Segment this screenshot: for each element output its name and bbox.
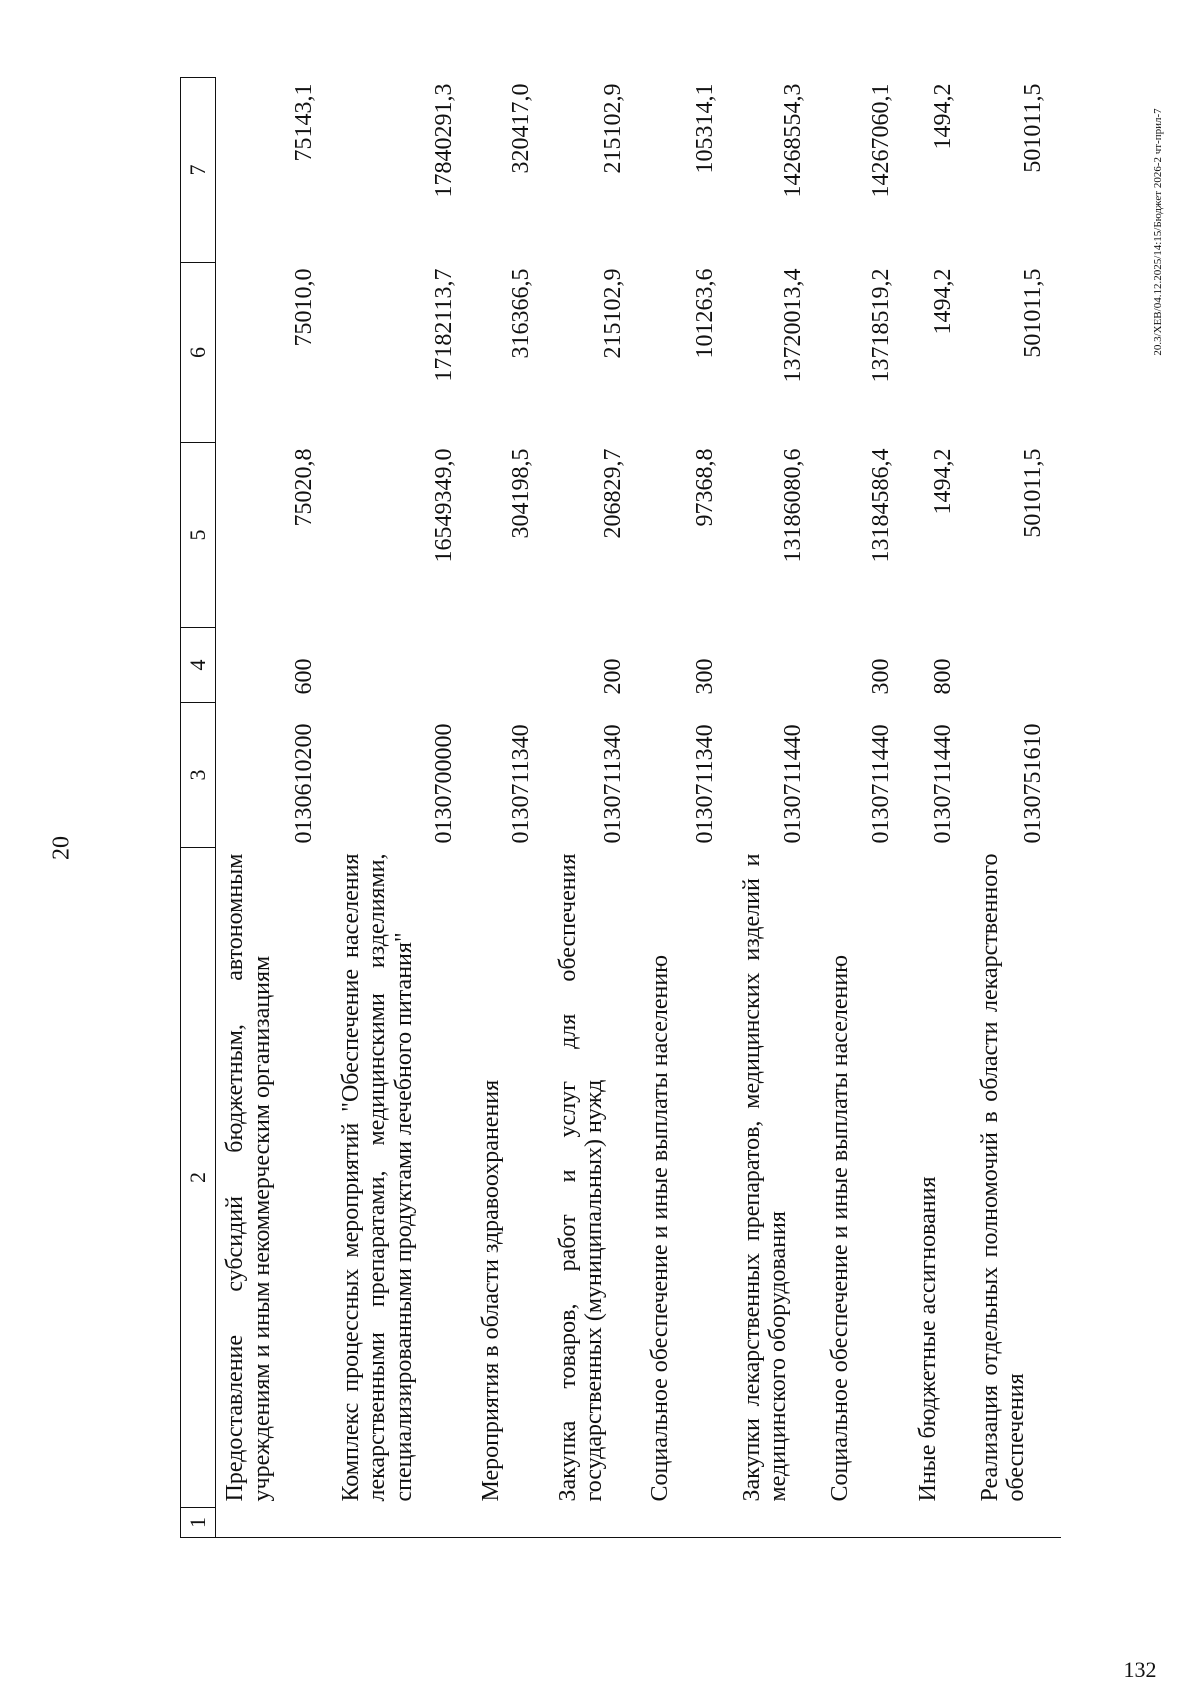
row-code: 0130751610: [1019, 723, 1046, 844]
row-value-6: 1494,2: [929, 268, 956, 335]
row-value-5: 13184586,4: [867, 448, 894, 563]
column-header-7: 7: [181, 78, 216, 263]
row-index-cell: [909, 1508, 971, 1538]
row-value-5: 13186080,6: [779, 448, 806, 563]
row-name: Предоставление субсидий бюджетным, автономным учреждениям и иным некоммерческим организациям: [222, 853, 275, 1502]
row-value-5: 16549349,0: [430, 448, 457, 563]
row-index-cell: [332, 1508, 472, 1538]
row-name: Иные бюджетные ассигнования: [914, 1176, 941, 1502]
column-header-2: 2: [181, 848, 216, 1508]
table-row: [549, 78, 641, 1538]
row-code: 0130711440: [779, 724, 806, 844]
row-code: 0130711340: [507, 724, 534, 844]
row-index-cell: [472, 1508, 549, 1538]
budget-table-container: [180, 78, 1080, 1538]
row-expense-type: 300: [691, 658, 718, 695]
row-name: Реализация отдельных полномочий в области лекарственного обеспечения: [976, 853, 1030, 1502]
document-code: 20.3/ХЕВ/04.12.2025/14:15/Бюджет 2026-2 чт-прил-7: [1152, 108, 1164, 356]
row-expense-type: [971, 628, 1061, 703]
row-index-cell: [733, 1508, 821, 1538]
row-code: 0130700000: [430, 723, 457, 844]
row-value-6: 316366,5: [507, 268, 534, 359]
row-code: 0130711340: [691, 724, 718, 844]
row-name: Закупка товаров, работ и услуг для обеспечения государственных (муниципальных) нужд: [554, 853, 608, 1502]
row-expense-type: [472, 628, 549, 703]
row-value-5: 206829,7: [599, 448, 626, 539]
table-row: [216, 78, 332, 1538]
column-number-header: [181, 78, 216, 1538]
row-value-5: 304198,5: [507, 448, 534, 539]
table-row: [472, 78, 549, 1538]
row-name: Комплекс процессных мероприятий "Обеспечение населения лекарственными препаратами, медицинскими изделиями, специализированными продуктами лечебного питания": [337, 853, 418, 1502]
sheet-number: 132: [1123, 1657, 1157, 1682]
column-header-4: 4: [181, 628, 216, 703]
row-code: 0130711440: [929, 724, 956, 844]
row-value-6: 17182113,7: [430, 268, 457, 382]
row-expense-type: 800: [929, 658, 956, 695]
row-value-7: 75143,1: [290, 83, 317, 162]
table-row: [641, 78, 733, 1538]
table-row: [332, 78, 472, 1538]
row-name: Социальное обеспечение и иные выплаты населению: [826, 954, 853, 1502]
row-code: 0130711340: [599, 724, 626, 844]
budget-table: [180, 77, 1061, 1538]
row-value-7: 215102,9: [599, 83, 626, 174]
row-name: Мероприятия в области здравоохранения: [477, 1079, 504, 1502]
row-value-5: 75020,8: [290, 448, 317, 527]
row-value-6: 501011,5: [1019, 268, 1046, 358]
row-code: 0130610200: [290, 723, 317, 844]
row-value-5: 501011,5: [1019, 448, 1046, 538]
row-code: 0130711440: [867, 724, 894, 844]
row-index-cell: [216, 1508, 332, 1538]
row-expense-type: [733, 628, 821, 703]
row-value-7: 17840291,3: [430, 83, 457, 198]
row-expense-type: [332, 628, 472, 703]
row-value-7: 501011,5: [1019, 83, 1046, 173]
row-value-6: 215102,9: [599, 268, 626, 359]
row-index-cell: [549, 1508, 641, 1538]
row-index-cell: [821, 1508, 909, 1538]
row-value-7: 14267060,1: [867, 83, 894, 198]
row-value-7: 105314,1: [691, 83, 718, 174]
row-value-6: 13720013,4: [779, 268, 806, 383]
row-expense-type: 300: [867, 658, 894, 695]
page-number: 20: [48, 836, 75, 860]
table-row: [733, 78, 821, 1538]
row-value-5: 1494,2: [929, 448, 956, 515]
row-value-5: 97368,8: [691, 448, 718, 527]
row-expense-type: 600: [290, 658, 317, 695]
column-header-1: 1: [181, 1508, 216, 1538]
row-value-6: 13718519,2: [867, 268, 894, 383]
row-name: Социальное обеспечение и иные выплаты населению: [646, 954, 673, 1502]
row-expense-type: 200: [599, 658, 626, 695]
column-header-6: 6: [181, 263, 216, 443]
column-header-3: 3: [181, 703, 216, 848]
row-value-6: 75010,0: [290, 268, 317, 347]
row-value-7: 320417,0: [507, 83, 534, 174]
row-value-7: 14268554,3: [779, 83, 806, 198]
row-index-cell: [641, 1508, 733, 1538]
row-value-7: 1494,2: [929, 83, 956, 150]
table-row: [971, 78, 1061, 1538]
table-row: [909, 78, 971, 1538]
row-name: Закупки лекарственных препаратов, медицинских изделий и медицинского оборудования: [738, 853, 792, 1502]
column-header-5: 5: [181, 443, 216, 628]
row-index-cell: [971, 1508, 1061, 1538]
row-value-6: 101263,6: [691, 268, 718, 359]
table-row: [821, 78, 909, 1538]
